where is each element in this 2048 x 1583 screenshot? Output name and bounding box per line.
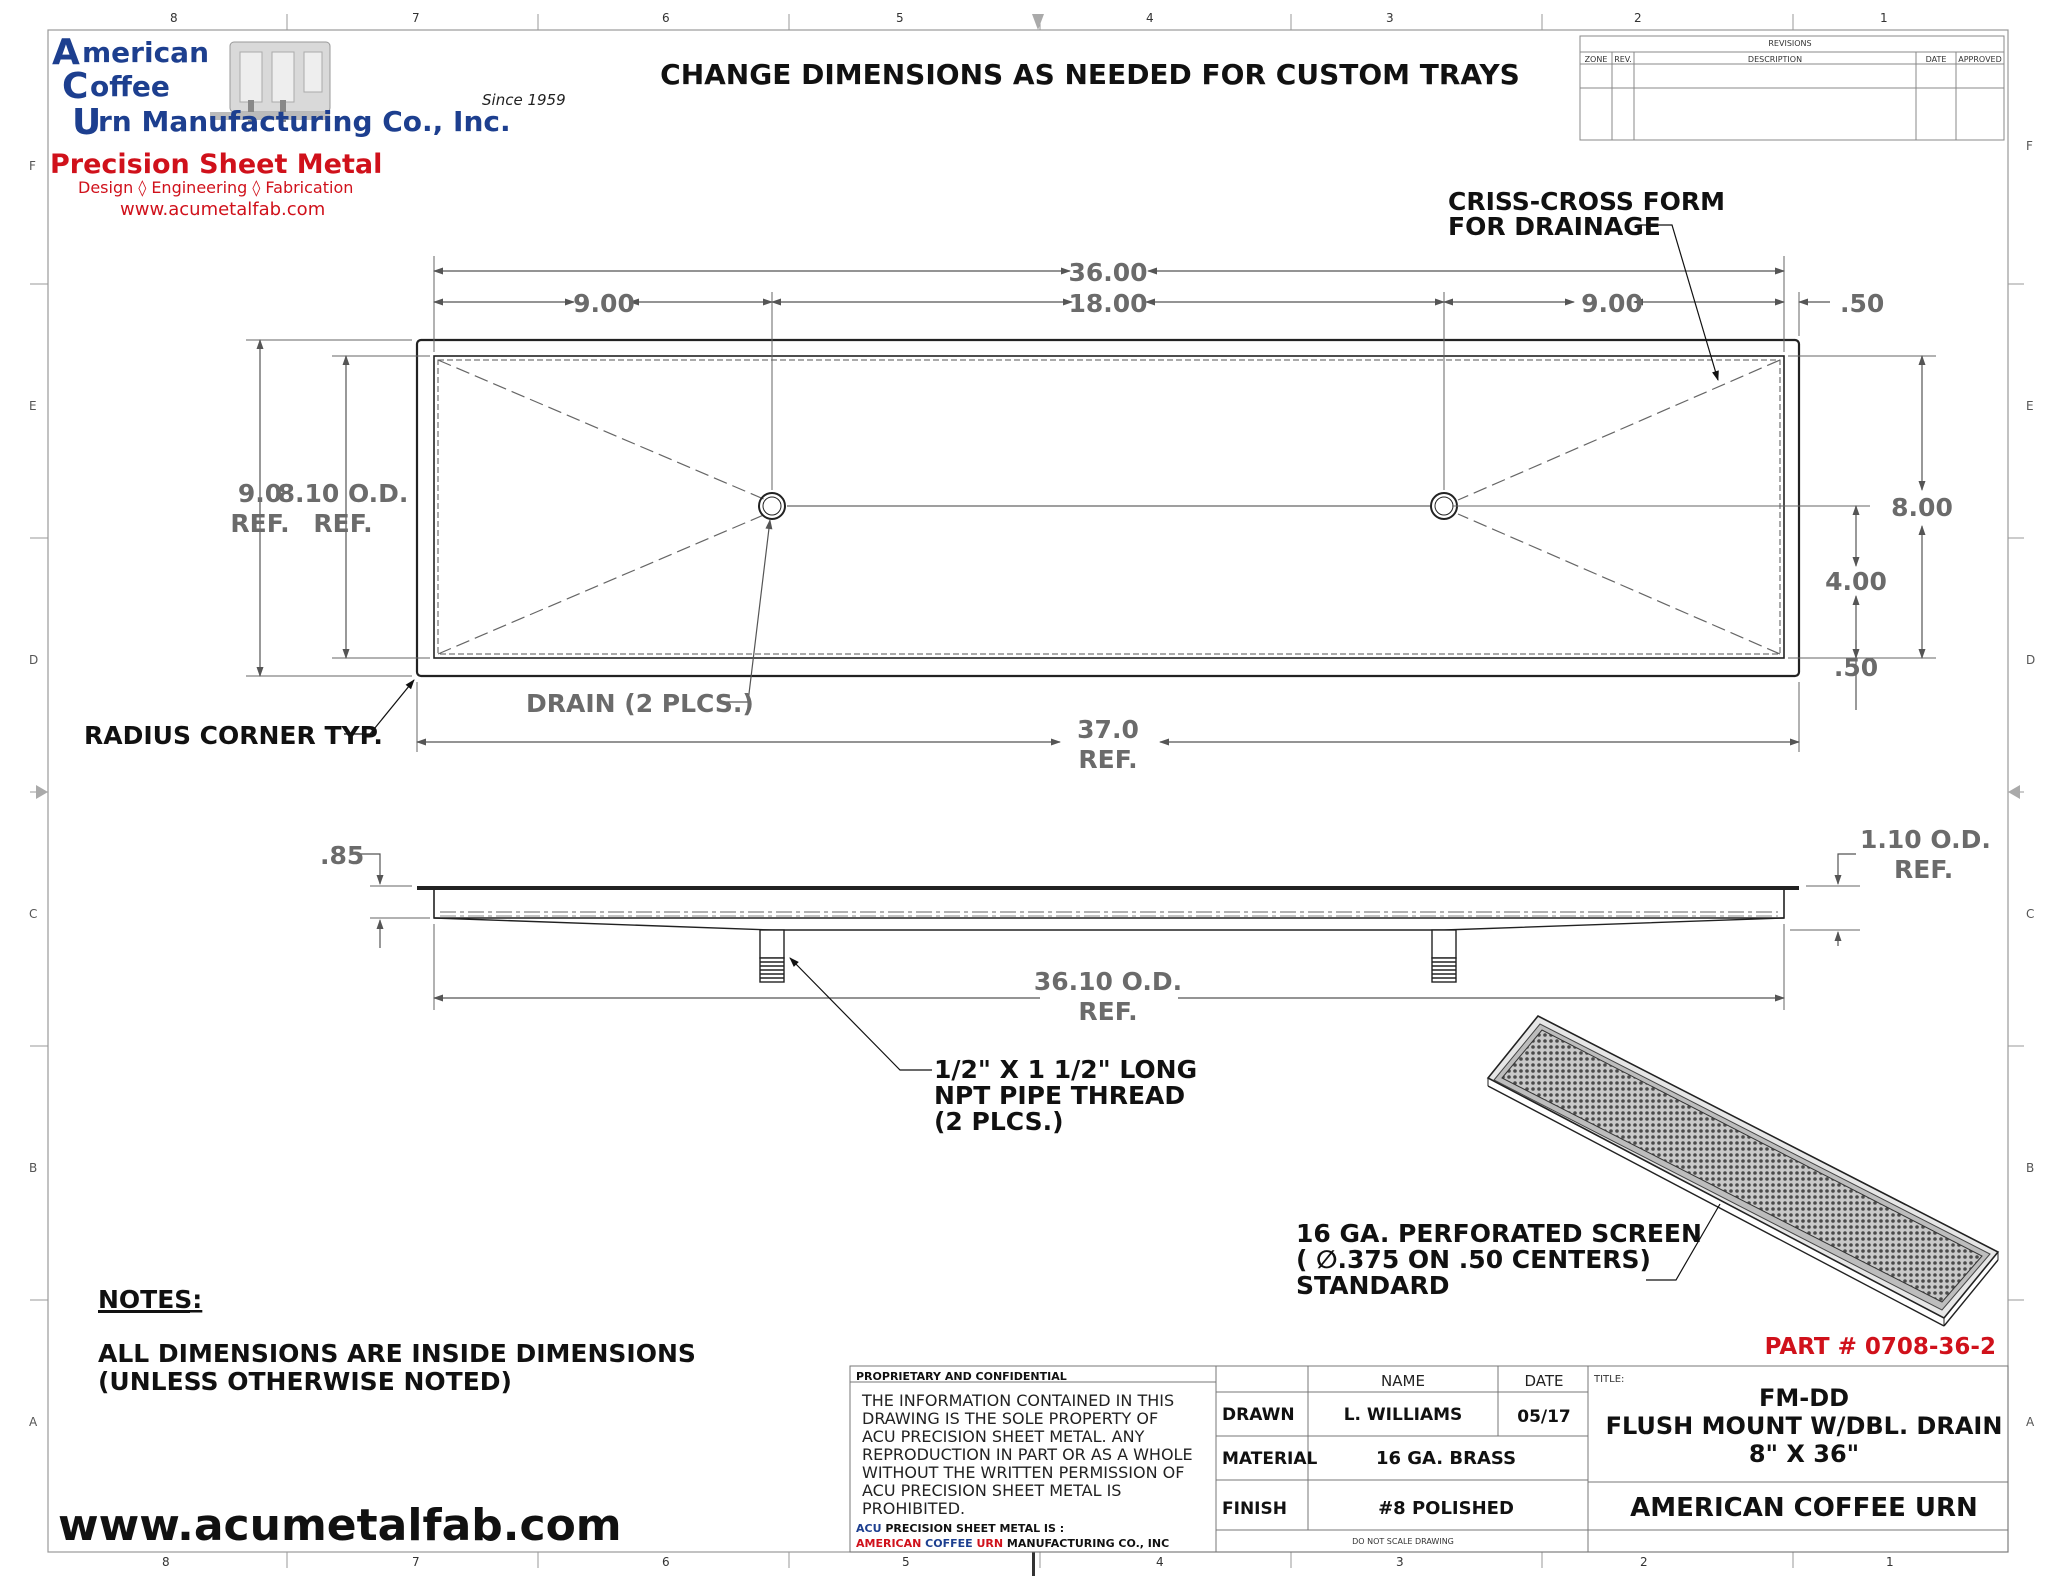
company-logo [50, 32, 566, 220]
no-scale-note: DO NOT SCALE DRAWING [1352, 1537, 1454, 1546]
logo-url: www.acumetalfab.com [120, 199, 326, 220]
zone-row-e-right: E [2026, 399, 2034, 413]
side-flange [417, 886, 1799, 890]
zone-row-d-right: D [2026, 653, 2036, 667]
drain-pipe-right [1432, 930, 1456, 982]
note-pipe-3: (2 PLCS.) [934, 1107, 1064, 1136]
zone-row-e: E [29, 399, 37, 413]
zone-ticks [30, 14, 2024, 1568]
revisions-title: REVISIONS [1768, 39, 1812, 48]
zone-col-5-bottom: 5 [902, 1555, 910, 1569]
zone-row-b: B [29, 1161, 38, 1175]
finish-value: #8 POLISHED [1378, 1498, 1514, 1519]
dim-flange-bottom: .50 [1833, 653, 1879, 682]
logo-line1: merican [82, 36, 209, 69]
dim-total-length: 37.0 [1077, 715, 1139, 744]
finish-label: FINISH [1222, 1499, 1287, 1519]
dim-flange-top: .50 [1840, 289, 1885, 318]
dim-height-outer: 9.0 [237, 479, 283, 508]
zone-col-1-bottom: 1 [1886, 1555, 1894, 1569]
date-header: DATE [1524, 1372, 1564, 1390]
dim-overall-width: 36.00 [1068, 258, 1148, 287]
logo-initial-c: C [62, 66, 89, 107]
zone-col-6-bottom: 6 [662, 1555, 670, 1569]
zone-col-6: 6 [662, 11, 670, 25]
dim-left-offset: 9.00 [573, 289, 635, 318]
dim-height-outer-ref: REF. [230, 509, 290, 538]
logo-initial-u: U [72, 102, 102, 143]
company-name: AMERICAN COFFEE URN [1630, 1493, 1978, 1523]
rev-header-zone: ZONE [1584, 55, 1608, 64]
dim-height-od-ref: REF. [313, 509, 373, 538]
dim-depth-ref: REF. [1894, 855, 1954, 884]
logo-initial-a: A [52, 32, 80, 73]
title-line-2: FLUSH MOUNT W/DBL. DRAIN [1605, 1412, 2003, 1440]
notes-line2: (UNLESS OTHERWISE NOTED) [98, 1367, 512, 1396]
acu-line: ACU PRECISION SHEET METAL IS : [856, 1522, 1065, 1535]
isometric-tray [1488, 1016, 1998, 1326]
drawn-label: DRAWN [1222, 1405, 1295, 1425]
acu-line-2: AMERICAN COFFEE URN MANUFACTURING CO., INC [856, 1537, 1170, 1550]
zone-col-8-bottom: 8 [162, 1555, 170, 1569]
logo-line2: offee [90, 70, 170, 103]
rev-header-date: DATE [1925, 55, 1947, 64]
dim-half-height: 4.00 [1825, 567, 1887, 596]
revisions-table [1580, 36, 2004, 140]
logo-line3: rn Manufacturing Co., Inc. [98, 105, 511, 138]
rev-header-approved: APPROVED [1958, 55, 2002, 64]
material-value: 16 GA. BRASS [1375, 1448, 1517, 1469]
dim-depth-od: 1.10 O.D. [1860, 825, 1991, 854]
zone-row-labels [29, 139, 2035, 1429]
zone-col-2: 2 [1634, 11, 1642, 25]
note-radius-corner: RADIUS CORNER TYP. [84, 721, 383, 750]
zone-col-2-bottom: 2 [1640, 1555, 1648, 1569]
prop-heading: PROPRIETARY AND CONFIDENTIAL [856, 1370, 1067, 1383]
material-label: MATERIAL [1222, 1449, 1318, 1469]
note-drain: DRAIN (2 PLCS.) [526, 689, 754, 718]
prop-line-6: ACU PRECISION SHEET METAL IS [862, 1481, 1122, 1500]
logo-precision: Precision Sheet Metal [50, 149, 383, 180]
drawn-date: 05/17 [1517, 1407, 1571, 1427]
note-pipe-2: NPT PIPE THREAD [934, 1081, 1186, 1110]
part-number: PART # 0708-36-2 [1764, 1334, 1996, 1360]
note-screen-1: 16 GA. PERFORATED SCREEN [1296, 1219, 1702, 1248]
logo-services: Design ◊ Engineering ◊ Fabrication [78, 178, 354, 197]
sheet-border [48, 30, 2008, 1552]
zone-row-a-right: A [2026, 1415, 2035, 1429]
logo-since: Since 1959 [482, 91, 566, 109]
dim-right-offset: 9.00 [1581, 289, 1643, 318]
title-line-1: FM-DD [1758, 1384, 1850, 1412]
zone-col-1: 1 [1880, 11, 1888, 25]
zone-col-7: 7 [412, 11, 420, 25]
rev-header-description: DESCRIPTION [1747, 55, 1803, 64]
drawing-header-title: CHANGE DIMENSIONS AS NEEDED FOR CUSTOM TRAYS [660, 58, 1520, 91]
prop-line-4: REPRODUCTION IN PART OR AS A WHOLE [862, 1445, 1193, 1464]
zone-row-b-right: B [2026, 1161, 2035, 1175]
dim-side-length: 36.10 O.D. [1033, 967, 1183, 996]
dim-height-od: 8.10 O.D. [277, 479, 409, 508]
drainage-lines [438, 360, 1780, 654]
zone-col-3-bottom: 3 [1396, 1555, 1404, 1569]
side-body [434, 890, 1784, 918]
zone-row-f: F [29, 159, 36, 173]
note-crisscross-2: FOR DRAINAGE [1448, 212, 1661, 241]
zone-col-8: 8 [170, 11, 178, 25]
zone-row-a: A [29, 1415, 38, 1429]
tray-outline [417, 340, 1799, 676]
zone-col-4: 4 [1146, 11, 1154, 25]
dim-lip-height: .85 [320, 841, 365, 870]
zone-col-5: 5 [896, 11, 904, 25]
zone-row-c-right: C [2026, 907, 2035, 921]
note-screen-3: STANDARD [1296, 1271, 1450, 1300]
zone-col-3: 3 [1386, 11, 1394, 25]
zone-col-7-bottom: 7 [412, 1555, 420, 1569]
note-pipe-1: 1/2" X 1 1/2" LONG [934, 1055, 1198, 1084]
title-label: TITLE: [1594, 1374, 1625, 1385]
pipe-leader [790, 958, 932, 1070]
zone-row-f-right: F [2026, 139, 2033, 153]
zone-col-4-bottom: 4 [1156, 1555, 1164, 1569]
side-view [320, 825, 1991, 1136]
prop-line-1: THE INFORMATION CONTAINED IN THIS [862, 1391, 1175, 1410]
zone-row-d: D [29, 653, 39, 667]
zone-col-labels [162, 11, 1894, 1569]
drain-pipe-left [760, 930, 784, 982]
prop-line-3: ACU PRECISION SHEET METAL. ANY [862, 1427, 1145, 1446]
dim-height-inside: 8.00 [1891, 493, 1953, 522]
name-header: NAME [1381, 1372, 1425, 1390]
rev-header-rev: REV. [1614, 55, 1632, 64]
title-line-3: 8" X 36" [1748, 1440, 1860, 1468]
drain-hole-left [759, 493, 785, 519]
drawn-name: L. WILLIAMS [1343, 1405, 1463, 1425]
note-crisscross-1: CRISS-CROSS FORM [1448, 187, 1726, 216]
prop-line-7: PROHIBITED. [862, 1499, 966, 1518]
prop-line-5: WITHOUT THE WRITTEN PERMISSION OF [862, 1463, 1185, 1482]
notes-heading: NOTES: [98, 1285, 203, 1314]
dim-total-length-ref: REF. [1078, 745, 1138, 774]
note-screen-2: ( ∅.375 ON .50 CENTERS) [1296, 1245, 1651, 1274]
top-view [84, 187, 1953, 774]
dim-drain-spacing: 18.00 [1068, 289, 1148, 318]
footer-url: www.acumetalfab.com [58, 1500, 622, 1551]
prop-line-2: DRAWING IS THE SOLE PROPERTY OF [862, 1409, 1159, 1428]
dim-side-length-ref: REF. [1078, 997, 1138, 1026]
notes-line1: ALL DIMENSIONS ARE INSIDE DIMENSIONS [98, 1339, 696, 1368]
zone-row-c: C [29, 907, 38, 921]
extension-lines [246, 256, 1936, 752]
